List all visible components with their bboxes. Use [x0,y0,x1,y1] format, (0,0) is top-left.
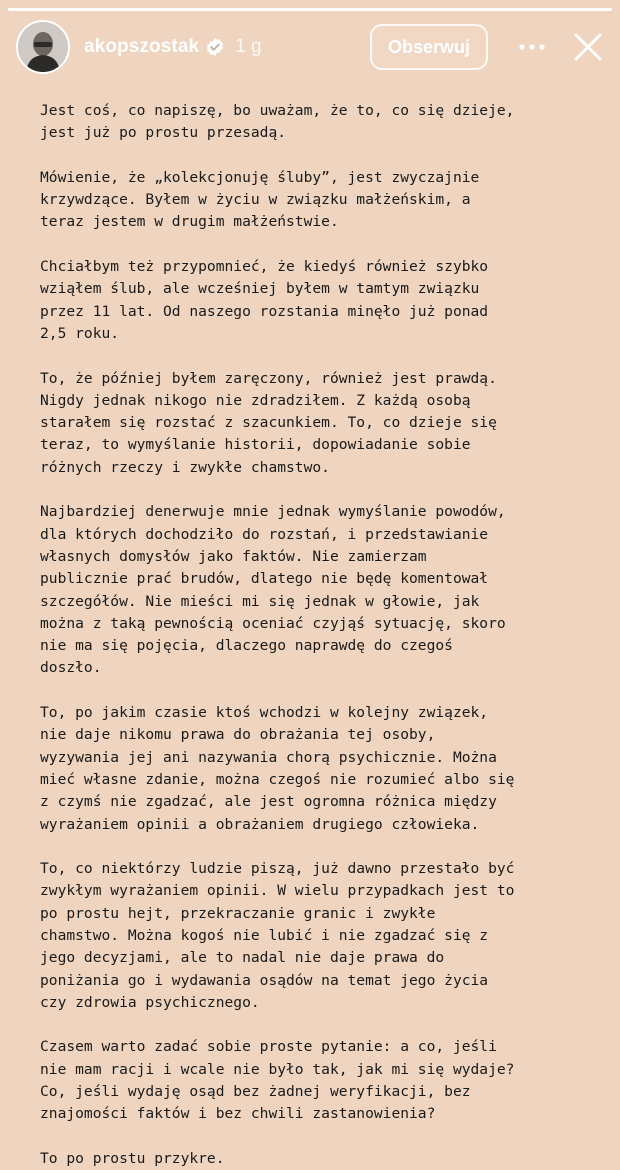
text-paragraph: To, że później byłem zaręczony, również jest prawdą. Nigdy jednak nikogo nie zdradziłem. Z każdą osobą starałem się rozstać z szacunkiem. To, co dzieje się teraz, to wymyślanie historii, dopowiadanie sobie różnych rzeczy i zwykłe chamstwo. [40,369,497,476]
text-paragraph: To po prostu przykre. [40,1149,225,1167]
text-paragraph: Najbardziej denerwuje mnie jednak wymyślanie powodów, dla których dochodziło do rozstań, i przedstawianie własnych domysłów jako faktów. Nie zamierzam publicznie prać brudów, dlatego nie będę komentował szczegółów. Nie mieści mi się jednak w głowie, jak można z taką pewnością oceniać czyjąś sytuację, skoro nie ma się pojęcia, dlaczego naprawdę do czegoś doszło. [40,503,506,677]
story-progress-fill [8,8,612,11]
username-link[interactable]: akopszostak [84,36,200,57]
story-progress-bar [8,8,612,11]
avatar[interactable] [16,20,70,74]
text-paragraph: Jest coś, co napiszę, bo uważam, że to, co się dzieje, jest już po prostu przesadą. [40,102,515,142]
follow-button[interactable]: Obserwuj [370,24,488,70]
more-dots-icon[interactable] [518,37,546,57]
text-paragraph: To, po jakim czasie ktoś wchodzi w kolejny związek, nie daje nikomu prawa do obrażania tej osoby, wyzywania jej ani nazywania chorą psychicznie. Można mieć własne zdanie, można czegoś nie rozumieć albo się z czymś nie zgadzać, ale jest ogromna różnica między wyrażaniem opinii a obrażaniem drugiego człowieka. [40,704,515,833]
text-paragraph: Czasem warto zadać sobie proste pytanie: a co, jeśli nie mam racji i wcale nie było tak, jak mi się wydaje? Co, jeśli wydaję osąd bez żadnej weryfikacji, bez znajomości faktów i bez chwili zastanowienia? [40,1038,515,1123]
text-paragraph: Chciałbym też przypomnieć, że kiedyś również szybko wziąłem ślub, ale wcześniej byłem w tamtym związku przez 11 lat. Od naszego rozstania minęło już ponad 2,5 roku. [40,258,489,342]
story-text-content [40,100,600,1170]
text-paragraph: Mówienie, że „kolekcjonuję śluby”, jest zwyczajnie krzywdzące. Byłem w życiu w związku małżeńskim, a teraz jestem w drugim małżeństwie. [40,168,480,231]
post-time: 1 g [235,36,262,57]
story-header [16,18,604,76]
verified-badge-icon [205,37,225,57]
text-paragraph: To, co niektórzy ludzie piszą, już dawno przestało być zwykłym wyrażaniem opinii. W wielu przypadkach jest to po prostu hejt, przekraczanie granic i zwykłe chamstwo. Można kogoś nie lubić i nie zgadzać się z jego decyzjami, ale to nadal nie daje prawa do poniżania go i wydawania osądów na temat jego życia czy zdrowia psychicznego. [40,860,515,1011]
close-icon[interactable] [572,31,604,63]
